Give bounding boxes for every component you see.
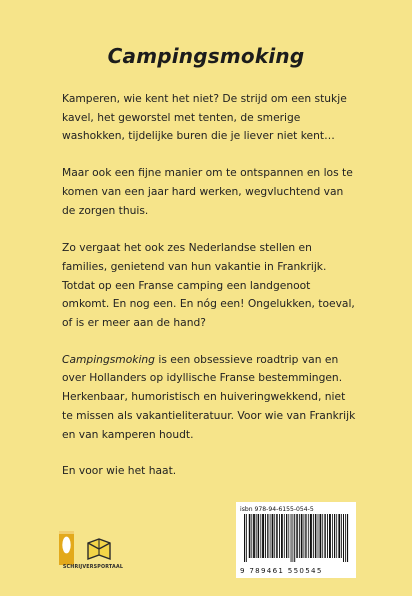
blurb-paragraph-4-rest: is een obsessieve roadtrip van en over Hollanders op idyllische Franse bestemmingen. Herkenbaar, humoristisch en huiveringwekkend, niet te missen als vakantieliteratuur. Voor wie van Frankrijk en van kamperen houdt. (62, 352, 356, 441)
barcode-number: 9 789461 550545 (240, 566, 323, 575)
blurb-paragraph-2: Maar ook een fijne manier om te ontspannen en los te komen van een jaar hard werken, wegvluchtend van de zorgen thuis. (62, 166, 353, 217)
blurb-paragraph-4 (62, 351, 357, 445)
blurb-text (62, 90, 357, 481)
title-emphasis: Campingsmoking (62, 352, 155, 366)
isbn-label: isbn 978-94-6155-054-5 (240, 506, 314, 513)
blurb-paragraph-5: En voor wie het haat. (62, 464, 177, 478)
publisher-logo-icon (59, 531, 127, 565)
book-title: Campingsmoking (107, 44, 305, 68)
publisher-logo (59, 531, 127, 571)
barcode (236, 502, 356, 578)
blurb-paragraph-1: Kamperen, wie kent het niet? De strijd om een stukje kavel, het geworstel met tenten, de smerige washokken, tijdelijke buren die je liever niet kent… (62, 92, 347, 143)
blurb-paragraph-3: Zo vergaat het ook zes Nederlandse stellen en families, genietend van hun vakantie in Frankrijk. Totdat op een Franse camping een landgenoot omkomt. En nog een. En nóg een! Ongelukken, toeval, of is er meer aan de hand? (62, 241, 355, 330)
barcode-lines (236, 514, 356, 566)
publisher-logo-text: SCHRIJVERSPORTAAL (62, 565, 124, 570)
